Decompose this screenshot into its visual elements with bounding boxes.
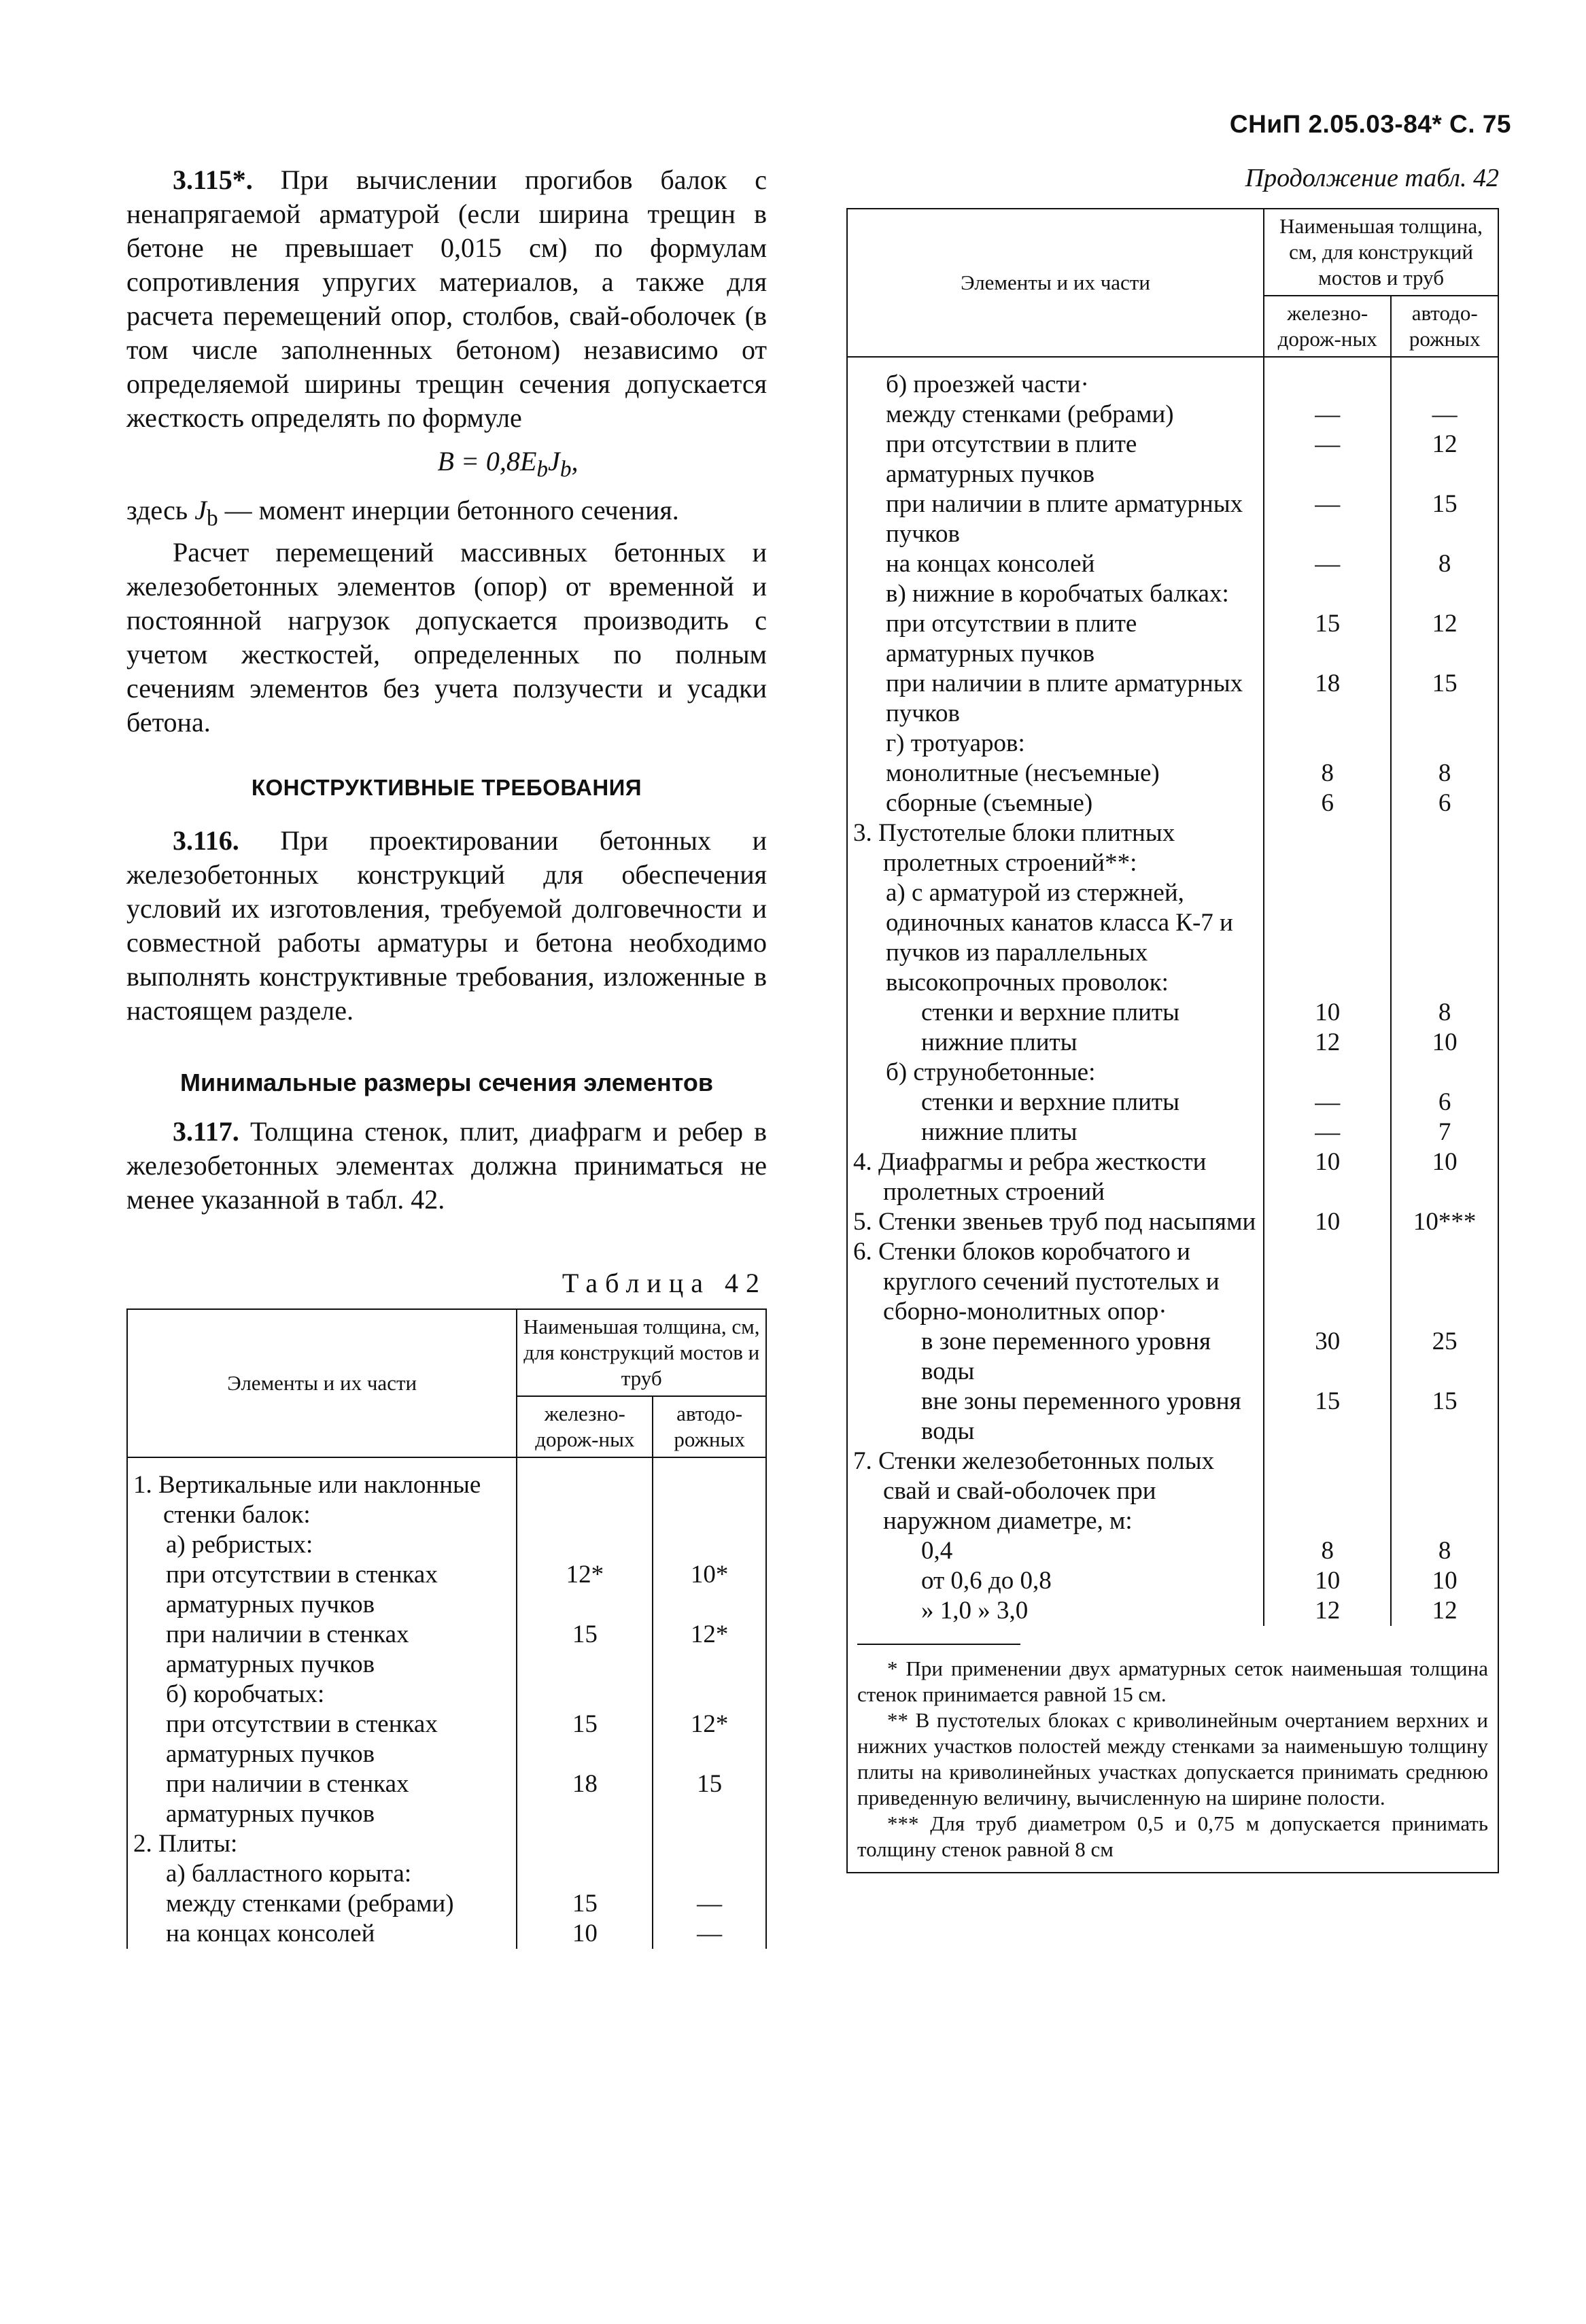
row-rail-value: 8 [1264, 759, 1391, 788]
row-element-name: на концах консолей [847, 549, 1264, 579]
col-header-rail: железно-дорож-ных [517, 1396, 653, 1457]
row-road-value: 8 [1391, 759, 1498, 788]
table-row [847, 1207, 1498, 1237]
row-element-name: при наличии в плите арматурных пучков [847, 489, 1264, 549]
row-road-value: 6 [1391, 788, 1498, 818]
footnote-1: * При применении двух арматурных сеток наименьшая толщина стенок принимается равной 15 см. [857, 1657, 1488, 1706]
row-rail-value: — [1264, 400, 1391, 430]
row-road-value: 10 [1391, 1147, 1498, 1207]
table-row [847, 878, 1498, 998]
col-header-min-thickness: Наименьшая толщина, см, для конструкций мостов и труб [1264, 209, 1498, 296]
row-element-name: 6. Стенки блоков коробчатого и круглого сечений пустотелых и сборно-монолитных опор· [847, 1237, 1264, 1327]
row-road-value: 15 [1391, 1387, 1498, 1446]
row-road-value: 8 [1391, 1536, 1498, 1566]
table-row [127, 1889, 766, 1919]
row-road-value [1391, 579, 1498, 609]
row-road-value: 12* [653, 1710, 766, 1769]
table-body [127, 1457, 766, 1949]
row-element-name: сборные (съемные) [847, 788, 1264, 818]
row-road-value: 15 [1391, 669, 1498, 729]
row-rail-value [517, 1457, 653, 1530]
table-row [847, 1028, 1498, 1058]
row-rail-value [517, 1680, 653, 1710]
row-element-name: 3. Пустотелые блоки плитных пролетных строений**: [847, 818, 1264, 878]
row-element-name: а) ребристых: [127, 1530, 517, 1560]
clause-text: Толщина стенок, плит, диафрагм и ребер в железобетонных элементах должна приниматься не менее указанной в табл. 42. [126, 1116, 768, 1215]
row-element-name: б) коробчатых: [127, 1680, 517, 1710]
row-rail-value: 12 [1264, 1028, 1391, 1058]
row-road-value: — [1391, 400, 1498, 430]
row-element-name: в зоне переменного уровня воды [847, 1327, 1264, 1387]
clause-number: 3.117. [173, 1116, 239, 1147]
clause-number: 3.115*. [173, 164, 253, 195]
table-row [847, 669, 1498, 729]
table-row [847, 1327, 1498, 1387]
col-header-elements: Элементы и их части [127, 1309, 517, 1457]
row-rail-value: 12* [517, 1560, 653, 1620]
row-element-name: при отсутствии в стенках арматурных пучков [127, 1710, 517, 1769]
row-element-name: г) тротуаров: [847, 729, 1264, 759]
left-column [126, 163, 767, 1949]
row-rail-value: 30 [1264, 1327, 1391, 1387]
row-rail-value [1264, 1058, 1391, 1088]
row-road-value [653, 1829, 766, 1859]
row-element-name: от 0,6 до 0,8 [847, 1566, 1264, 1596]
row-road-value: 12 [1391, 1596, 1498, 1626]
row-road-value: 8 [1391, 549, 1498, 579]
row-road-value: 10 [1391, 1028, 1498, 1058]
row-rail-value [1264, 357, 1391, 400]
row-rail-value: 8 [1264, 1536, 1391, 1566]
row-rail-value [1264, 878, 1391, 998]
table-42-part1 [126, 1308, 767, 1949]
row-rail-value: 15 [517, 1889, 653, 1919]
table-row [847, 759, 1498, 788]
row-element-name: нижние плиты [847, 1028, 1264, 1058]
row-element-name: 7. Стенки железобетонных полых свай и свай-оболочек при наружном диаметре, м: [847, 1446, 1264, 1536]
col-header-elements: Элементы и их части [847, 209, 1264, 357]
row-rail-value [517, 1530, 653, 1560]
row-element-name: вне зоны переменного уровня воды [847, 1387, 1264, 1446]
row-road-value [1391, 818, 1498, 878]
row-element-name: нижние плиты [847, 1117, 1264, 1147]
row-road-value: 15 [653, 1769, 766, 1829]
paragraph-3-117 [126, 1115, 767, 1217]
table-row [847, 1566, 1498, 1596]
row-rail-value: — [1264, 1117, 1391, 1147]
table-row [847, 1147, 1498, 1207]
row-road-value: 10 [1391, 1566, 1498, 1596]
row-element-name: 5. Стенки звеньев труб под насыпями [847, 1207, 1264, 1237]
row-rail-value: 10 [1264, 1207, 1391, 1237]
row-rail-value: 15 [1264, 609, 1391, 669]
row-road-value [1391, 357, 1498, 400]
clause-text: При проектировании бетонных и железобетонных конструкций для обеспечения условий их изготовления, требуемой долговечности и совместной работы арматуры и бетона необходимо выполнять конструктивные требования, изложенные в настоящем разделе. [126, 825, 767, 1026]
table-row [127, 1769, 766, 1829]
footnote-rule [857, 1644, 1020, 1645]
table-row [847, 430, 1498, 489]
row-element-name: 2. Плиты: [127, 1829, 517, 1859]
row-rail-value: 10 [517, 1919, 653, 1949]
row-road-value: 6 [1391, 1088, 1498, 1117]
stiffness-formula: $B = 0,8E_bJ_b$, [437, 446, 579, 482]
footnote-2: ** В пустотелых блоках с криволинейным очертанием верхних и нижних участков полостей между стенками за наименьшую толщину плиты на криволинейных участках допускается принимать среднюю приведенную величину, вычисленную на ширине полости. [857, 1708, 1488, 1809]
row-rail-value [1264, 579, 1391, 609]
row-road-value: 8 [1391, 998, 1498, 1028]
row-rail-value [1264, 1446, 1391, 1536]
row-rail-value: 10 [1264, 1566, 1391, 1596]
col-header-rail: железно-дорож-ных [1264, 296, 1391, 357]
table-row [127, 1530, 766, 1560]
table-body [847, 357, 1498, 1626]
row-element-name: при отсутствии в плите арматурных пучков [847, 609, 1264, 669]
row-element-name: 0,4 [847, 1536, 1264, 1566]
row-element-name: стенки и верхние плиты [847, 998, 1264, 1028]
row-element-name: на концах консолей [127, 1919, 517, 1949]
table-row [847, 1387, 1498, 1446]
paragraph-3-116 [126, 824, 767, 1028]
table-row [847, 729, 1498, 759]
table-row [847, 998, 1498, 1028]
row-rail-value: 15 [1264, 1387, 1391, 1446]
row-element-name: при наличии в стенках арматурных пучков [127, 1769, 517, 1829]
table-row [127, 1560, 766, 1620]
row-road-value [1391, 878, 1498, 998]
row-rail-value: — [1264, 430, 1391, 489]
row-road-value: 10*** [1391, 1207, 1498, 1237]
table-row [847, 1088, 1498, 1117]
row-element-name: 4. Диафрагмы и ребра жесткости пролетных строений [847, 1147, 1264, 1207]
col-header-road: автодо-рожных [1391, 296, 1498, 357]
row-road-value: 12 [1391, 430, 1498, 489]
row-element-name: при наличии в стенках арматурных пучков [127, 1620, 517, 1680]
table-row [847, 489, 1498, 549]
row-rail-value: 6 [1264, 788, 1391, 818]
row-element-name: при отсутствии в стенках арматурных пучков [127, 1560, 517, 1620]
row-rail-value: 18 [1264, 669, 1391, 729]
table-footnotes [846, 1626, 1499, 1873]
row-road-value [653, 1530, 766, 1560]
row-road-value [1391, 729, 1498, 759]
table-caption: Таблица 42 [562, 1268, 767, 1298]
table-row [847, 579, 1498, 609]
row-element-name: в) нижние в коробчатых балках: [847, 579, 1264, 609]
row-road-value: 12* [653, 1620, 766, 1680]
section-title: КОНСТРУКТИВНЫЕ ТРЕБОВАНИЯ [251, 775, 642, 800]
table-row [847, 549, 1498, 579]
row-rail-value [517, 1859, 653, 1889]
table-row [847, 1058, 1498, 1088]
row-element-name: б) проезжей части· [847, 357, 1264, 400]
row-element-name: монолитные (несъемные) [847, 759, 1264, 788]
row-element-name: при отсутствии в плите арматурных пучков [847, 430, 1264, 489]
table-row [847, 1536, 1498, 1566]
row-road-value [1391, 1058, 1498, 1088]
table-row [847, 788, 1498, 818]
paragraph-3-115 [126, 163, 767, 435]
table-row [847, 1446, 1498, 1536]
paragraph-3-115-continued: Расчет перемещений массивных бетонных и железобетонных элементов (опор) от временной и постоянной нагрузок допускается производить с учетом жесткостей, определенных по полным сечениям элементов без учета ползучести и усадки бетона. [126, 537, 767, 738]
subsection-title: Минимальные размеры сечения элементов [179, 1069, 714, 1096]
row-rail-value: — [1264, 489, 1391, 549]
col-header-road: автодо-рожных [653, 1396, 766, 1457]
table-row [847, 357, 1498, 400]
table-row [127, 1680, 766, 1710]
row-road-value: 15 [1391, 489, 1498, 549]
row-rail-value [1264, 729, 1391, 759]
row-road-value: — [653, 1919, 766, 1949]
row-road-value [653, 1680, 766, 1710]
col-header-min-thickness: Наименьшая толщина, см, для конструкций мостов и труб [517, 1309, 766, 1396]
row-element-name: а) с арматурой из стержней, одиночных канатов класса К-7 и пучков из параллельных высокопрочных проволок: [847, 878, 1264, 998]
table-row [847, 400, 1498, 430]
row-element-name: 1. Вертикальные или наклонные стенки балок: [127, 1457, 517, 1530]
table-row [127, 1710, 766, 1769]
row-road-value [1391, 1446, 1498, 1536]
row-element-name: между стенками (ребрами) [127, 1889, 517, 1919]
row-rail-value: — [1264, 549, 1391, 579]
row-road-value: 12 [1391, 609, 1498, 669]
row-rail-value: 15 [517, 1620, 653, 1680]
row-rail-value: 12 [1264, 1596, 1391, 1626]
row-element-name: а) балластного корыта: [127, 1859, 517, 1889]
table-row [847, 1117, 1498, 1147]
row-rail-value [1264, 818, 1391, 878]
row-road-value [653, 1457, 766, 1530]
row-element-name: б) струнобетонные: [847, 1058, 1264, 1088]
clause-text: При вычислении прогибов балок с ненапрягаемой арматурой (если ширина трещин в бетоне не превышает 0,015 см) по формулам сопротивления упругих материалов, а также для расчета перемещений опор, столбов, свай-оболочек (в том числе заполненных бетоном) независимо от определяемой ширины трещин сечения допускается жесткость определять по формуле [126, 164, 768, 433]
table-row [127, 1457, 766, 1530]
row-road-value [653, 1859, 766, 1889]
clause-number: 3.116. [173, 825, 239, 856]
row-rail-value: 10 [1264, 998, 1391, 1028]
table-row [127, 1829, 766, 1859]
row-rail-value [517, 1829, 653, 1859]
table-row [127, 1859, 766, 1889]
row-road-value: 7 [1391, 1117, 1498, 1147]
row-road-value [1391, 1237, 1498, 1327]
table-row [847, 609, 1498, 669]
row-element-name: между стенками (ребрами) [847, 400, 1264, 430]
table-row [847, 1237, 1498, 1327]
row-road-value: 10* [653, 1560, 766, 1620]
footnote-3: *** Для труб диаметром 0,5 и 0,75 м допускается принимать толщину стенок равной 8 см [857, 1811, 1488, 1861]
row-rail-value: 15 [517, 1710, 653, 1769]
table-row [127, 1620, 766, 1680]
running-header: СНиП 2.05.03-84* С. 75 [1229, 110, 1511, 138]
row-rail-value [1264, 1237, 1391, 1327]
row-rail-value: — [1264, 1088, 1391, 1117]
row-element-name: стенки и верхние плиты [847, 1088, 1264, 1117]
row-rail-value: 10 [1264, 1147, 1391, 1207]
row-element-name: при наличии в плите арматурных пучков [847, 669, 1264, 729]
formula-explanation: здесь $J_b$ — момент инерции бетонного сечения. [126, 495, 679, 531]
row-rail-value: 18 [517, 1769, 653, 1829]
table-42-part2 [846, 208, 1499, 1626]
row-road-value: 25 [1391, 1327, 1498, 1387]
table-row [847, 818, 1498, 878]
right-column [846, 163, 1499, 1873]
row-element-name: » 1,0 » 3,0 [847, 1596, 1264, 1626]
row-road-value: — [653, 1889, 766, 1919]
continuation-caption: Продолжение табл. 42 [1245, 164, 1499, 192]
table-row [847, 1596, 1498, 1626]
table-row [127, 1919, 766, 1949]
